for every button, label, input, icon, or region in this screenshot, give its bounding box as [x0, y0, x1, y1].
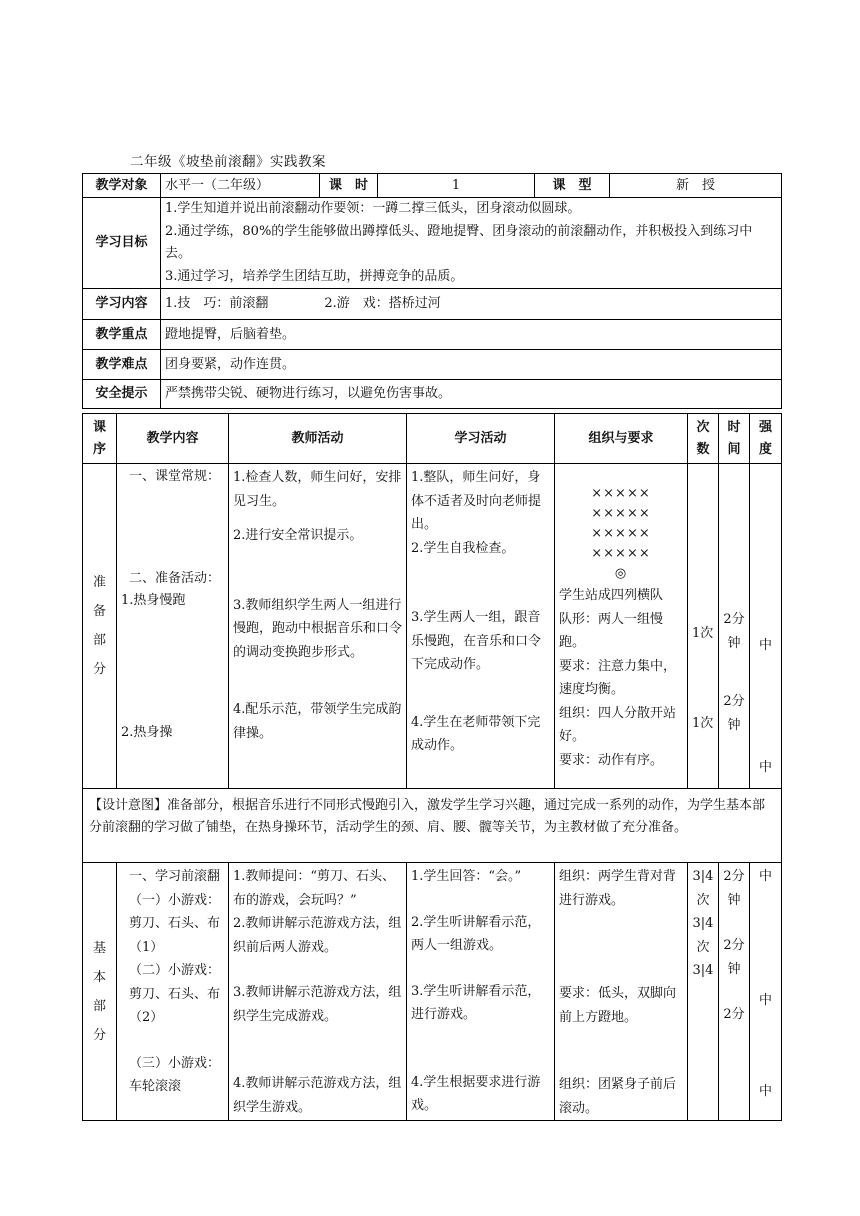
goals-cell: [161, 198, 782, 289]
prep-content: [117, 464, 229, 789]
content-skill: 1.技 巧：前滚翻: [165, 296, 269, 311]
key-value: 蹬地提臀，后脑着垫。: [161, 320, 782, 350]
teacher-position-mark: ◎: [614, 566, 628, 581]
prep-content-exercise: 2.热身操: [121, 725, 173, 740]
safety-label: 安全提示: [83, 380, 161, 409]
basic-content-2: （一）小游戏：剪刀、石头、布（1）: [129, 892, 221, 955]
prep-content-jog: 1.热身慢跑: [121, 593, 186, 608]
header-student: 学习活动: [407, 414, 555, 464]
basic-teacher-1: 1.教师提问：“剪刀、石头、布的游戏，会玩吗？”: [233, 869, 396, 908]
lesson-table: [82, 413, 782, 1121]
basic-time-3: 2分: [723, 1007, 745, 1022]
header-intensity: 强度: [750, 414, 782, 464]
type-label: 课 型: [535, 174, 610, 198]
basic-org-2: 要求：低头，双脚向前上方蹬地。: [559, 986, 677, 1025]
header-time: 时间: [719, 414, 750, 464]
prep-student-3: 3.学生两人一组，跟音乐慢跑，在音乐和口令下完成动作。: [411, 610, 542, 672]
section-prep: 准备部分: [83, 464, 117, 789]
basic-time: [719, 863, 750, 1121]
basic-teacher: [229, 863, 407, 1121]
prep-teacher: [229, 464, 407, 789]
basic-student-2: 2.学生听讲解看示范，两人一组游戏。: [411, 914, 541, 953]
difficulty-value: 团身要紧，动作连贯。: [161, 350, 782, 380]
content-label: 学习内容: [83, 289, 161, 320]
target-value: 水平一（二年级）: [161, 174, 320, 198]
prep-time-1: 2分钟: [723, 612, 745, 651]
formation-row: ×××××: [591, 546, 651, 561]
prep-times-1: 1次: [692, 626, 714, 641]
header-sequence: 课序: [83, 414, 117, 464]
prep-teacher-3: 3.教师组织学生两人一组进行慢跑，跑动中根据音乐和口令的调动变换跑步形式。: [233, 597, 403, 660]
prep-teacher-4: 4.配乐示范，带领学生完成韵律操。: [233, 702, 402, 741]
prep-intensity: [750, 464, 782, 789]
header-teacher: 教师活动: [229, 414, 407, 464]
section-basic: 基本部分: [83, 863, 117, 1121]
prep-org-1: 学生站成四列横队: [559, 588, 664, 603]
goal-item: 1.学生知道并说出前滚翻动作要领：一蹲二撑三低头，团身滚动似圆球。: [165, 201, 581, 216]
prep-teacher-1: 1.检查人数，师生问好，安排见习生。: [233, 470, 402, 509]
formation-row: ×××××: [591, 486, 651, 501]
basic-times: [688, 863, 719, 1121]
basic-time-1: 2分钟: [723, 869, 745, 908]
hours-label: 课 时: [320, 174, 378, 198]
basic-content-3: （二）小游戏：剪刀、石头、布（2）: [129, 963, 221, 1025]
header-org: 组织与要求: [555, 414, 688, 464]
basic-teacher-3: 3.教师讲解示范游戏方法，组织学生完成游戏。: [233, 985, 402, 1024]
basic-times-1: 3|4次: [692, 869, 714, 908]
prep-time-2: 2分钟: [723, 694, 745, 733]
basic-times-3: 3|4: [692, 963, 714, 978]
basic-intensity-1: 中: [758, 869, 772, 884]
prep-student-2: 2.学生自我检查。: [411, 540, 515, 556]
basic-teacher-2: 2.教师讲解示范游戏方法，组织前后两人游戏。: [233, 916, 402, 955]
hours-value: 1: [378, 174, 535, 198]
key-label: 教学重点: [83, 320, 161, 350]
basic-times-2: 3|4次: [692, 916, 714, 955]
prep-org-2: 队形：两人一组慢跑。: [559, 611, 664, 650]
prep-org: [555, 464, 688, 789]
safety-value: 严禁携带尖锐、硬物进行练习，以避免伤害事故。: [161, 380, 782, 409]
basic-org: [555, 863, 688, 1121]
prep-intensity-1: 中: [758, 638, 772, 653]
basic-org-1: 组织：两学生背对背进行游戏。: [559, 869, 677, 908]
basic-student-1: 1.学生回答：“会。”: [411, 869, 522, 884]
basic-intensity-2: 中: [758, 992, 772, 1008]
basic-student-3: 3.学生听讲解看示范，进行游戏。: [411, 983, 541, 1022]
prep-intensity-2: 中: [758, 760, 772, 775]
goals-label: 学习目标: [83, 198, 161, 289]
prep-student-4: 4.学生在老师带领下完成动作。: [411, 714, 541, 753]
prep-teacher-2: 2.进行安全常识提示。: [233, 528, 363, 543]
type-value: 新 授: [610, 174, 782, 198]
basic-student-4: 4.学生根据要求进行游戏。: [411, 1074, 541, 1113]
content-game: 2.游 戏：搭桥过河: [324, 296, 441, 311]
basic-content-4: （三）小游戏：车轮滚滚: [129, 1055, 221, 1094]
basic-intensity-3: 中: [758, 1084, 772, 1099]
design-intent: 【设计意图】准备部分，根据音乐进行不同形式慢跑引入，激发学生学习兴趣，通过完成一系列的动作，为学生基本部分前滚翻的学习做了铺垫，在热身操环节，活动学生的颈、肩、腰、髋等关节，为主教材做了充分准备。: [83, 789, 782, 863]
prep-org-3: 要求：注意力集中，速度均衡。: [559, 658, 677, 697]
goal-item: 2.通过学练，80%的学生能够做出蹲撑低头、蹬地提臀、团身滚动的前滚翻动作，并积极投入到练习中去。: [165, 223, 753, 261]
prep-student: [407, 464, 555, 789]
page-title: 二年级《坡垫前滚翻》实践教案: [130, 154, 326, 170]
basic-content-1: 一、学习前滚翻: [129, 869, 221, 884]
prep-org-4: 组织：四人分散开站好。: [559, 705, 677, 744]
prep-content-routine: 一、课堂常规：: [129, 469, 221, 484]
header-times: 次数: [688, 414, 719, 464]
formation-diagram: [559, 484, 683, 584]
formation-row: ×××××: [591, 506, 651, 521]
info-table: [82, 173, 782, 409]
target-label: 教学对象: [83, 174, 161, 198]
prep-times: [688, 464, 719, 789]
goal-item: 3.通过学习，培养学生团结互助，拼搏竞争的品质。: [165, 268, 464, 284]
content-cell: [161, 289, 782, 320]
header-content: 教学内容: [117, 414, 229, 464]
basic-intensity: [750, 863, 782, 1121]
prep-content-warmup: 二、准备活动：: [129, 571, 221, 586]
prep-times-2: 1次: [692, 716, 714, 731]
prep-org-5: 要求：动作有序。: [559, 752, 664, 768]
basic-student: [407, 863, 555, 1121]
prep-time: [719, 464, 750, 789]
basic-teacher-4: 4.教师讲解示范游戏方法，组织学生游戏。: [233, 1076, 402, 1115]
difficulty-label: 教学难点: [83, 350, 161, 380]
basic-content: [117, 863, 229, 1121]
prep-student-1: 1.整队，师生问好，身体不适者及时向老师提出。: [411, 470, 542, 532]
basic-time-2: 2分钟: [723, 938, 745, 977]
basic-org-3: 组织：团紧身子前后滚动。: [559, 1077, 677, 1116]
formation-row: ×××××: [591, 526, 651, 541]
